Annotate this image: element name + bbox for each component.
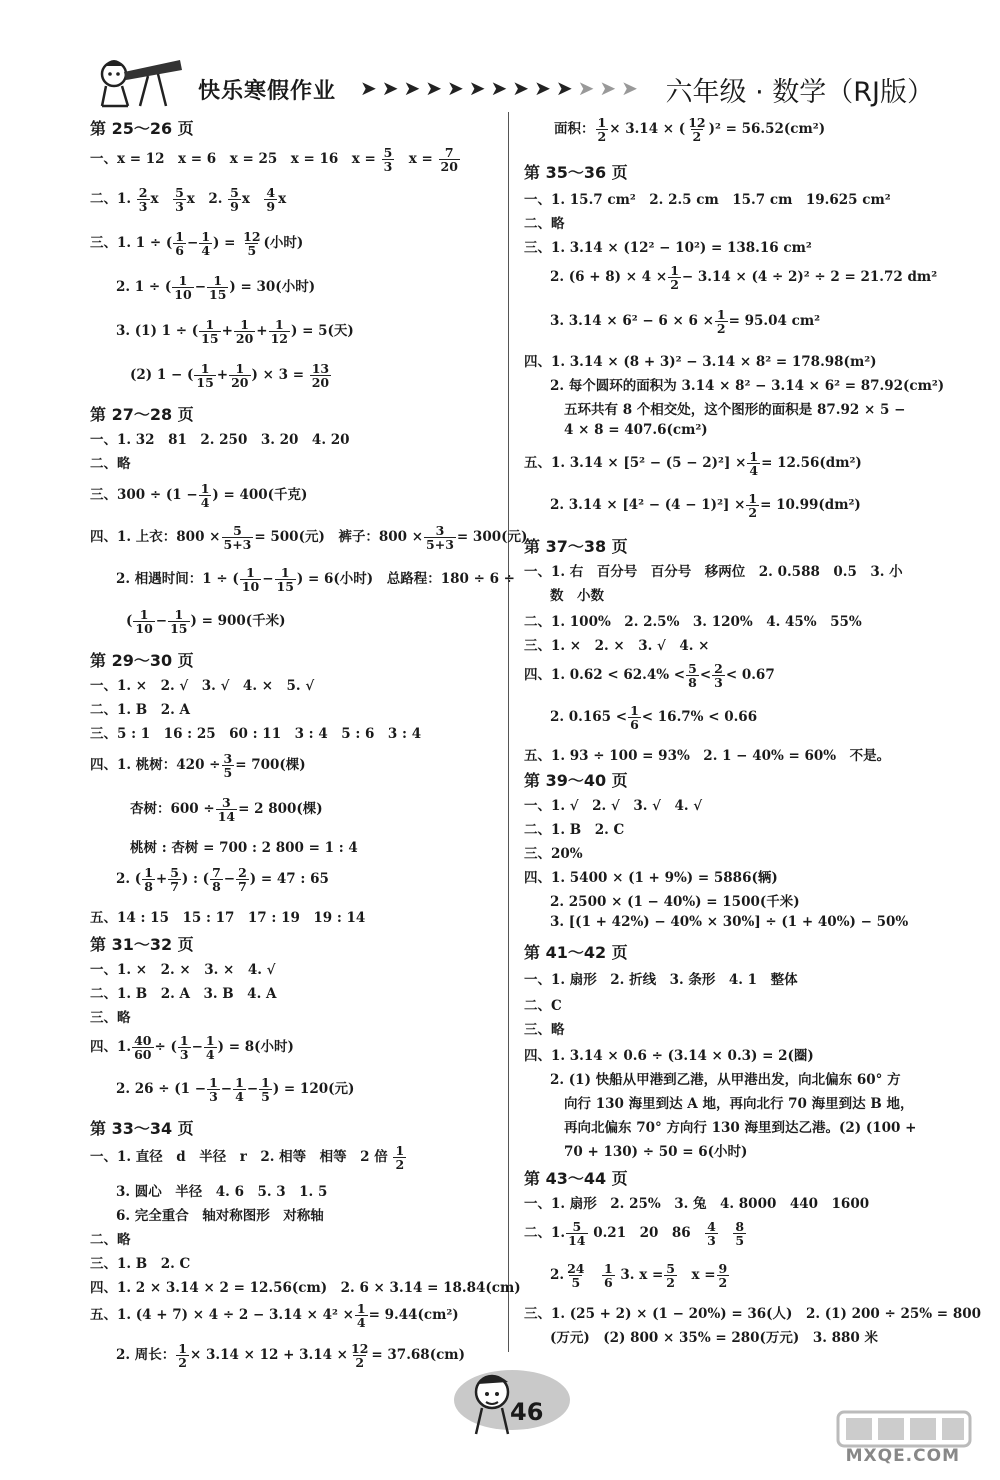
answer-line: 2. 每个圆环的面积为 3.14 × 8² − 3.14 × 6² = 87.92(cm²) xyxy=(550,378,945,394)
answer-line: 三、1. 3.14 × (12² − 10²) = 138.16 cm² xyxy=(524,240,812,256)
answer-line: 2. 3.14 × [4² − (4 − 1)²] × $\frac{1}{2}$ = 10.99(dm²) xyxy=(550,491,861,520)
watermark-text: MXQE.COM xyxy=(845,1446,960,1466)
answer-line: 二、C xyxy=(524,998,562,1014)
answer-line: 四、1. $\frac{40}{60}$ ÷ ( $\frac{1}{3}$ − $\frac{1}{4}$ ) = 8(小时) xyxy=(90,1033,294,1062)
answer-line: 三、20% xyxy=(524,846,583,862)
answer-line: 二、1. B 2. C xyxy=(524,822,625,838)
answer-line: 二、1. $\frac{5}{14}$ 0.21 20 86 $\frac{4}{3}$ $\frac{8}{5}$ xyxy=(524,1219,745,1248)
answer-line: 三、1. (25 + 2) × (1 − 20%) = 36(人) 2. (1) 200 ÷ 25% = 800 xyxy=(524,1306,981,1322)
answer-line: 3. 3.14 × 6² − 6 × 6 × $\frac{1}{2}$ = 95.04 cm² xyxy=(550,307,821,336)
page-header xyxy=(0,0,1000,112)
answer-line: 4 × 8 = 407.6(cm²) xyxy=(564,422,708,438)
answer-line: 2. ( $\frac{1}{8}$ + $\frac{5}{7}$ ) : ( $\frac{7}{8}$ − $\frac{2}{7}$ ) = 47 : 65 xyxy=(116,865,329,894)
answer-line: 三、1. 1 ÷ ( $\frac{1}{6}$ − $\frac{1}{4}$ ) = $\frac{12}{5}$ (小时) xyxy=(90,229,304,258)
page-number: 46 xyxy=(510,1398,544,1426)
column-divider xyxy=(508,112,509,1352)
fraction: $\frac{5}{3}$ xyxy=(383,145,393,174)
answer-line: 桃树 : 杏树 = 700 : 2 800 = 1 : 4 xyxy=(130,840,358,856)
section-title: 第 41～42 页 xyxy=(524,943,628,962)
answer-line: 2. 0.165 < $\frac{1}{6}$ < 16.7% < 0.66 xyxy=(550,703,758,732)
answer-line: 五环共有 8 个相交处，这个图形的面积是 87.92 × 5 − xyxy=(564,402,906,418)
answer-line: 五、1. 3.14 × [5² − (5 − 2)²] × $\frac{1}{4}$ = 12.56(dm²) xyxy=(524,449,862,478)
answer-line: 杏树：600 ÷ $\frac{3}{14}$ = 2 800(棵) xyxy=(130,795,323,824)
section-title: 第 43～44 页 xyxy=(524,1169,628,1188)
answer-line: 一、1. × 2. × 3. × 4. √ xyxy=(90,962,276,978)
answer-line: 二、1. B 2. A xyxy=(90,702,190,718)
answer-line: 面积： $\frac{1}{2}$ × 3.14 × ( $\frac{12}{2}$ )² = 56.52(cm²) xyxy=(554,115,826,144)
section-title: 第 29～30 页 xyxy=(90,651,194,670)
fraction: $\frac{7}{20}$ xyxy=(440,145,458,174)
answer-line: 三、略 xyxy=(90,1010,131,1026)
answer-line: 一、1. √ 2. √ 3. √ 4. √ xyxy=(524,798,703,814)
answer-line: 二、略 xyxy=(90,1232,131,1248)
answer-line: 向行 130 海里到达 A 地，再向北行 70 海里到达 B 地， xyxy=(564,1096,914,1112)
section-title: 第 39～40 页 xyxy=(524,771,628,790)
answer-line: 一、1. 扇形 2. 折线 3. 条形 4. 1 整体 xyxy=(524,972,798,988)
answer-line: 三、300 ÷ (1 − $\frac{1}{4}$ ) = 400(千克) xyxy=(90,481,308,510)
answer-line: 三、1. × 2. × 3. √ 4. × xyxy=(524,638,710,654)
answer-line: 6. 完全重合 轴对称图形 对称轴 xyxy=(116,1208,324,1224)
section-title: 第 37～38 页 xyxy=(524,537,628,556)
answer-line: 2. (1) 快船从甲港到乙港，从甲港出发，向北偏东 60° 方 xyxy=(550,1072,901,1088)
answer-line: 2. 1 ÷ ( $\frac{1}{10}$ − $\frac{1}{15}$ ) = 30(小时) xyxy=(116,273,316,302)
answer-line: 2. 2500 × (1 − 40%) = 1500(千米) xyxy=(550,894,800,910)
answer-line: 一、1. 32 81 2. 250 3. 20 4. 20 xyxy=(90,432,350,448)
answer-line: 数 小数 xyxy=(550,588,604,604)
section-title: 第 33～34 页 xyxy=(90,1119,194,1138)
answer-line: 三、1. B 2. C xyxy=(90,1256,191,1272)
series-title: 快乐寒假作业 xyxy=(198,79,337,104)
answer-line: (2) 1 − ( $\frac{1}{15}$ + $\frac{1}{20}$ ) × 3 = $\frac{13}{20}$ xyxy=(130,361,330,390)
answer-line: 一、x = 12 x = 6 x = 25 x = 16 x = $\frac{5}{3}$ x = $\frac{7}{20}$ xyxy=(90,145,458,174)
answer-line: 2. $\frac{24}{5}$ $\frac{1}{6}$ 3. x = $\frac{5}{2}$ x = $\frac{9}{2}$ xyxy=(550,1261,728,1290)
answer-line: 二、1. 100% 2. 2.5% 3. 120% 4. 45% 55% xyxy=(524,614,862,630)
answer-line: 一、1. 15.7 cm² 2. 2.5 cm 15.7 cm 19.625 cm² xyxy=(524,192,891,208)
answer-line: 四、1. 桃树：420 ÷ $\frac{3}{5}$ = 700(棵) xyxy=(90,751,306,780)
answer-line: 一、1. 右 百分号 百分号 移两位 2. 0.588 0.5 3. 小 xyxy=(524,564,903,580)
answer-line: 四、1. 3.14 × (8 + 3)² − 3.14 × 8² = 178.98(m²) xyxy=(524,354,877,370)
answer-line: 二、略 xyxy=(90,456,131,472)
answer-line: (万元) (2) 800 × 35% = 280(万元) 3. 880 米 xyxy=(550,1330,878,1346)
answer-line: 四、1. 2 × 3.14 × 2 = 12.56(cm) 2. 6 × 3.14 = 18.84(cm) xyxy=(90,1280,521,1296)
answer-line: 一、1. 直径 d 半径 r 2. 相等 相等 2 倍 $\frac{1}{2}$ xyxy=(90,1143,405,1172)
answer-line: 五、1. 93 ÷ 100 = 93% 2. 1 − 40% = 60% 不是。 xyxy=(524,748,891,764)
answer-line: 3. [(1 + 42%) − 40% × 30%] ÷ (1 + 40%) − 50% xyxy=(550,914,909,930)
grade-subject: 六年级 · 数学（RJ版） xyxy=(665,77,934,108)
answer-line: 2. 周长： $\frac{1}{2}$ × 3.14 × 12 + 3.14 × $\frac{12}{2}$ = 37.68(cm) xyxy=(116,1341,465,1370)
answer-line: 三、略 xyxy=(524,1022,565,1038)
section-title: 第 27～28 页 xyxy=(90,405,194,424)
answer-line: 四、1. 3.14 × 0.6 ÷ (3.14 × 0.3) = 2(圈) xyxy=(524,1048,814,1064)
answer-line: 2. 相遇时间：1 ÷ ( $\frac{1}{10}$ − $\frac{1}{15}$ ) = 6(小时) 总路程：180 ÷ 6 ÷ xyxy=(116,565,515,594)
answer-line: 五、1. (4 + 7) × 4 ÷ 2 − 3.14 × 4² × $\frac{1}{4}$ = 9.44(cm²) xyxy=(90,1301,459,1330)
answer-line: ( $\frac{1}{10}$ − $\frac{1}{15}$ ) = 900(千米) xyxy=(126,607,286,636)
answer-line: 3. 圆心 半径 4. 6 5. 3 1. 5 xyxy=(116,1184,328,1200)
section-title: 第 31～32 页 xyxy=(90,935,194,954)
answer-line: 五、14 : 15 15 : 17 17 : 19 19 : 14 xyxy=(90,910,366,926)
decorative-arrows-icon: ➤➤➤➤➤➤➤➤➤➤➤➤➤ xyxy=(360,76,643,100)
answer-line: 二、1. B 2. A 3. B 4. A xyxy=(90,986,277,1002)
answer-line: 四、1. 上衣：800 × $\frac{5}{5+3}$ = 500(元) 裤子：800 × $\frac{3}{5+3}$ = 300(元) xyxy=(90,523,528,552)
answer-line: 2. (6 + 8) × 4 × $\frac{1}{2}$ − 3.14 × (4 ÷ 2)² ÷ 2 = 21.72 dm² xyxy=(550,263,938,292)
answer-line: 四、1. 0.62 < 62.4% < $\frac{5}{8}$ < $\frac{2}{3}$ < 0.67 xyxy=(524,661,775,690)
answer-line: 2. 26 ÷ (1 − $\frac{1}{3}$ − $\frac{1}{4}$ − $\frac{1}{5}$ ) = 120(元) xyxy=(116,1075,355,1104)
answer-line: 3. (1) 1 ÷ ( $\frac{1}{15}$ + $\frac{1}{20}$ + $\frac{1}{12}$ ) = 5(天) xyxy=(116,317,354,346)
answer-line: 二、1. $\frac{2}{3}$ x $\frac{5}{3}$ x 2. $\frac{5}{9}$ x $\frac{4}{9}$ x xyxy=(90,185,287,214)
answer-line: 二、略 xyxy=(524,216,565,232)
telescope-mascot-icon xyxy=(88,52,188,108)
answer-line: 一、1. 扇形 2. 25% 3. 兔 4. 8000 440 1600 xyxy=(524,1196,870,1212)
section-title: 第 25～26 页 xyxy=(90,119,194,138)
answer-line: 再向北偏东 70° 方向行 130 海里到达乙港。(2) (100 + xyxy=(564,1120,917,1136)
answer-line: 70 + 130) ÷ 50 = 6(小时) xyxy=(564,1144,748,1160)
answer-line: 一、1. × 2. √ 3. √ 4. × 5. √ xyxy=(90,678,315,694)
section-title: 第 35～36 页 xyxy=(524,163,628,182)
answer-line: 四、1. 5400 × (1 + 9%) = 5886(辆) xyxy=(524,870,778,886)
answer-line: 三、5 : 1 16 : 25 60 : 11 3 : 4 5 : 6 3 : 4 xyxy=(90,726,422,742)
